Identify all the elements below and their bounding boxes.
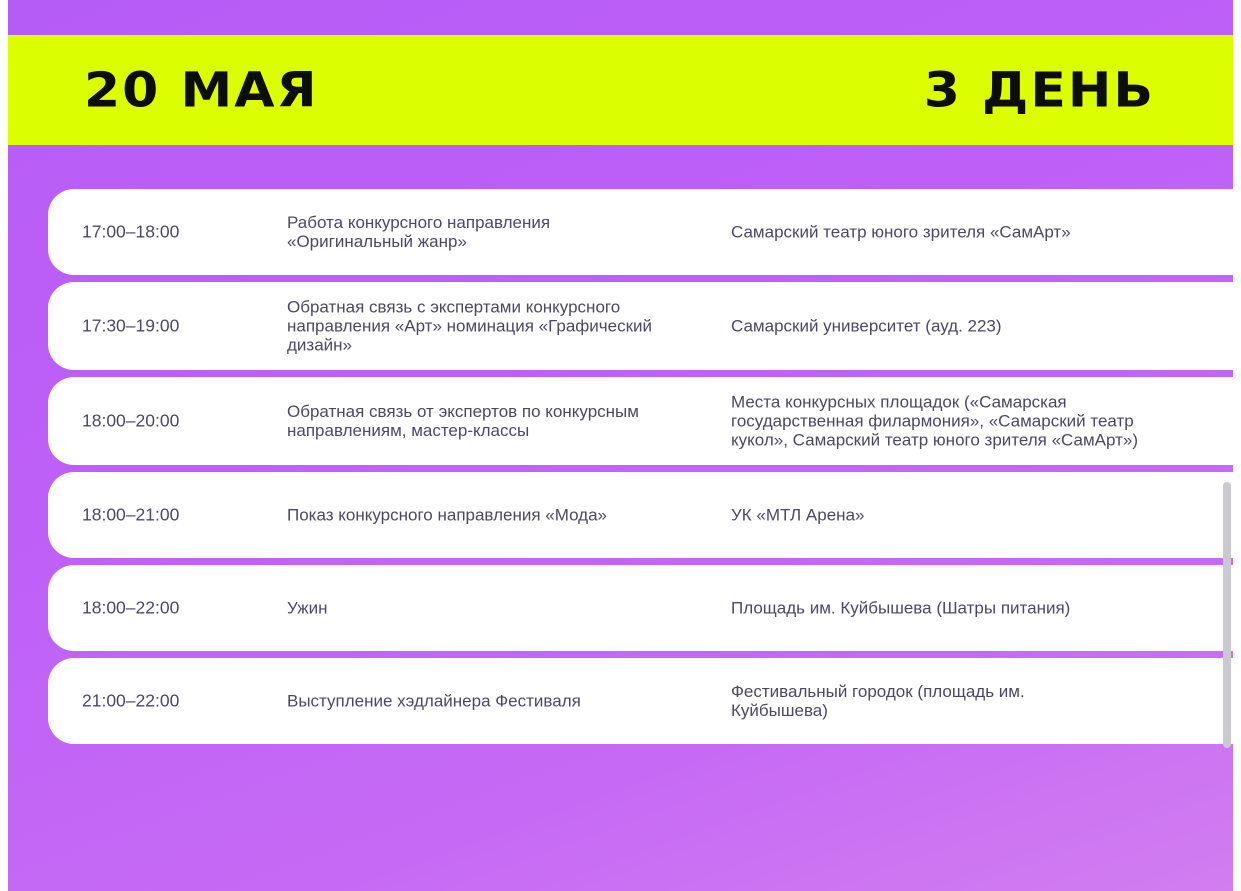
row-time: 18:00–20:00	[82, 410, 180, 431]
schedule-row	[48, 472, 1234, 558]
row-event: Обратная связь с экспертами конкурсного направления «Арт» номинация «Графический дизайн»	[287, 297, 652, 355]
row-place: Места конкурсных площадок («Самарская государственная филармония», «Самарский театр кукол», Самарский театр юного зрителя «СамАрт»)	[731, 392, 1138, 450]
schedule-row	[48, 658, 1234, 744]
row-event: Ужин	[287, 598, 328, 618]
schedule-row	[48, 565, 1234, 651]
row-time: 18:00–21:00	[82, 504, 180, 525]
row-time: 17:00–18:00	[82, 221, 180, 242]
scrollbar-thumb[interactable]	[1223, 482, 1231, 748]
row-place: Фестивальный городок (площадь им. Куйбышева)	[731, 682, 1025, 720]
schedule-list	[48, 189, 1234, 751]
row-time: 17:30–19:00	[82, 315, 180, 336]
schedule-row	[48, 377, 1234, 465]
schedule-row	[48, 189, 1234, 275]
banner-date: 20 МАЯ	[84, 63, 319, 119]
banner-day: 3 ДЕНЬ	[923, 63, 1155, 119]
row-event: Выступление хэдлайнера Фестиваля	[287, 691, 581, 711]
row-place: Самарский университет (ауд. 223)	[731, 316, 1002, 336]
row-event: Работа конкурсного направления «Оригинальный жанр»	[287, 213, 551, 251]
row-place: Самарский театр юного зрителя «СамАрт»	[731, 222, 1071, 242]
row-place: УК «МТЛ Арена»	[731, 505, 865, 525]
row-time: 18:00–22:00	[82, 597, 180, 618]
row-event: Обратная связь от экспертов по конкурсным направлениям, мастер-классы	[287, 402, 639, 440]
row-place: Площадь им. Куйбышева (Шатры питания)	[731, 598, 1071, 618]
row-event: Показ конкурсного направления «Мода»	[287, 505, 607, 525]
schedule-row	[48, 282, 1234, 370]
row-time: 21:00–22:00	[82, 690, 180, 711]
